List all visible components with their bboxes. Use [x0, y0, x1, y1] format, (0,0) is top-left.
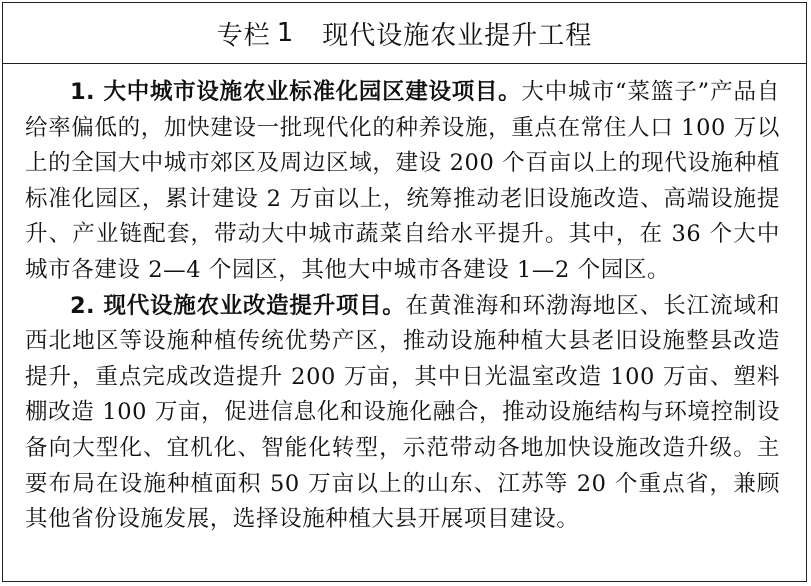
project-item — [25, 289, 780, 538]
project-item — [25, 75, 780, 289]
column-label: 专栏 — [216, 20, 271, 51]
project-body: 在黄淮海和环渤海地区、长江流域和西北地区等设施种植传统优势产区，推动设施种植大县老旧设施整县改造提升，重点完成改造提升 200 万亩，其中日光温室改造 100 万亩、塑料棚改造 100 万亩，促进信息化和设施化融合，推动设施结构与环境控制设备向大型化、宜机化、智能化转型，示范带动各地加快设施改造升级。主要布局在设施种植面积 50 万亩以上的山东、江苏等 20 个重点省，兼顾其他省份设施发展，选择设施种植大县开展项目建设。 — [25, 292, 781, 533]
column-box — [2, 2, 807, 582]
project-heading: 1. 大中城市设施农业标准化园区建设项目。 — [70, 79, 522, 105]
column-number: 1 — [276, 18, 295, 48]
column-title: 现代设施农业提升工程 — [322, 20, 593, 51]
project-body: 大中城市“菜篮子”产品自给率偏低的，加快建设一批现代化的种养设施，重点在常住人口 100 万以上的全国大中城市郊区及周边区域，建设 200 个百亩以上的现代设施种植标准化园区，累计建设 2 万亩以上，统筹推动老旧设施改造、高端设施提升、产业链配套，带动大中城市蔬菜自给水平提升。其中，在 36 个大中城市各建设 2—4 个园区，其他大中城市各建设 1—2 个园区。 — [25, 79, 780, 283]
column-header — [3, 3, 806, 64]
project-heading: 2. 现代设施农业改造提升项目。 — [70, 292, 406, 319]
column-content — [3, 64, 806, 538]
